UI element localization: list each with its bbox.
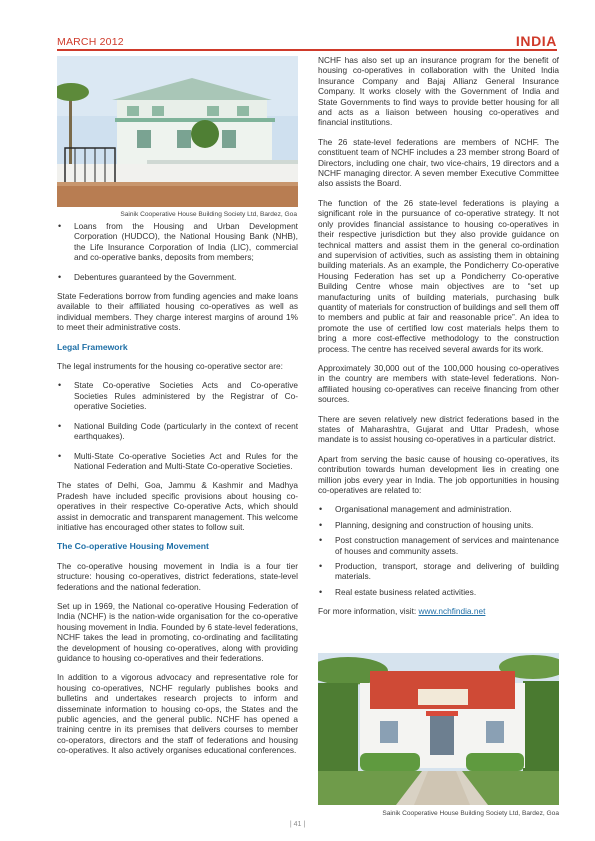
- house-photo-top: [57, 56, 298, 207]
- list-item: • Real estate business related activities.: [318, 587, 559, 597]
- job-opportunities-list: [318, 504, 559, 597]
- list-item: • Multi-State Co-operative Societies Act and Rules for the National Federation and Multi-State Co-operative Societies.: [57, 451, 298, 472]
- list-item: • State Co-operative Societies Acts and Co-operative Societies Rules administered by the Registrar of Co-operative Societies.: [57, 380, 298, 411]
- paragraph: NCHF has also set up an insurance program for the benefit of housing co-operatives in collaboration with the United India Insurance Company and Bajaj Allianz General Insurance Company. It works closely with the Government of India and State Governments to find ways to provide better housing for all and acts as a liaison between housing co-operatives and financial institutions.: [318, 55, 559, 128]
- photo-caption-top: Sainik Cooperative House Building Society Ltd, Bardez, Goa: [120, 211, 297, 218]
- paragraph: The co-operative housing movement in India is a four tier structure: housing co-operatives, district federations, state-level federations and the national federation.: [57, 560, 298, 592]
- paragraph: Approximately 30,000 out of the 100,000 housing co-operatives in the country are members with state-level federations. Non-affiliated housing co-operatives can receive financing from other sources.: [318, 362, 559, 405]
- funding-sources-list: [57, 221, 298, 282]
- more-info: [318, 606, 559, 616]
- list-item: • Post construction management of services and maintenance of houses and community assets.: [318, 535, 559, 556]
- paragraph: The states of Delhi, Goa, Jammu & Kashmir and Madhya Pradesh have included specific provisions about housing co-operatives in their respective Co-operative Acts, which should assist in democratic and transparent management. This welcome initiative has encouraged other states to follow suit.: [57, 480, 298, 532]
- paragraph: Set up in 1969, the National co-operative Housing Federation of India (NCHF) is the nation-wide organisation for the co-operative housing movement in India. Founded by 6 state-level federations, NCHF takes the lead in promoting, co-ordinating and facilitating the development of housing co-operatives, along with providing guidance to housing co-operatives and their federations.: [57, 600, 298, 663]
- movement-heading: The Co-operative Housing Movement: [57, 541, 209, 552]
- more-info-prefix: For more information, visit:: [318, 606, 419, 617]
- section-title: INDIA: [515, 33, 557, 49]
- list-item: • Loans from the Housing and Urban Development Corporation (HUDCO), the National Housing Bank (NHB), the Life Insurance Corporation of India (LIC), commercial and co-operative banks, deposits from members;: [57, 221, 298, 263]
- list-item: • National Building Code (particularly in the context of recent earthquakes).: [57, 421, 298, 442]
- list-item: • Production, transport, storage and delivering of building materials.: [318, 561, 559, 582]
- left-column: [57, 221, 298, 765]
- legal-instruments-list: [57, 380, 298, 471]
- paragraph: The legal instruments for the housing co-operative sector are:: [57, 361, 283, 372]
- paragraph: In addition to a vigorous advocacy and representative role for housing co-operatives, NCHF regularly publishes books and bulletins and undertakes research projects to inform and disseminate information to housing co-ops, the States and the public agencies, and the general public. NCHF has opened a training centre in its premises that delivers courses to member co-operators, directors and the staff of federations and housing co-operatives. It also actively organises educational conferences.: [57, 672, 298, 756]
- page-number: | 41 |: [289, 821, 306, 828]
- house-photo-bottom: [318, 653, 559, 805]
- header-rule: [57, 49, 557, 51]
- list-item: • Debentures guaranteed by the Government.: [57, 272, 298, 282]
- legal-framework-heading: Legal Framework: [57, 341, 128, 352]
- right-column: [318, 55, 559, 626]
- paragraph: Apart from serving the basic cause of housing co-operatives, its contribution towards human development lies in creating one million jobs every year in India. The job opportunities in housing co-operatives are related to:: [318, 453, 559, 496]
- list-item: • Organisational management and administration.: [318, 504, 559, 514]
- issue-date: MARCH 2012: [57, 36, 124, 48]
- list-item: • Planning, designing and construction of housing units.: [318, 520, 559, 530]
- paragraph: There are seven relatively new district federations based in the states of Maharashtra, Gujarat and Uttar Pradesh, whose mandate is to assist housing co-operatives in a particular district.: [318, 413, 559, 445]
- paragraph: The function of the 26 state-level federations is playing a significant role in the pursuance of co-operative strategy. It not only provides financial assistance to housing co-operatives in their respective jurisdiction but they also provide guidance on technical matters and assist them in the general co-ordination and supervision of activities, such as assisting them in obtaining building materials. As an example, the Pondicherry Co-operative Housing Federation has set up a Pondicherry Co-operative Building Centre whose main objectives are to “set up manufacturing units of building materials, purchasing bulk quantity of materials for construction of buildings and sell them off to members and public at fair and reasonable price”. An idea to promote the use of certified low cost materials helps them to bring a more cost-effective methodology to the construction process. The centre has received several awards for its work.: [318, 197, 559, 354]
- photo-caption-bottom: Sainik Cooperative House Building Society Ltd, Bardez, Goa: [382, 810, 559, 817]
- nchf-website-link[interactable]: www.nchfindia.net: [418, 606, 486, 617]
- paragraph: The 26 state-level federations are members of NCHF. The constituent team of NCHF includes a 23 member strong Board of Directors, including one chair, two vice-chairs, 19 directors and a NCHF managing director. A seven member Executive Committee also assists the Board.: [318, 136, 559, 189]
- paragraph: State Federations borrow from funding agencies and make loans available to their affiliated housing co-operatives as well as individual members. They charge interest margins of around 1% to meet their administrative costs.: [57, 291, 298, 333]
